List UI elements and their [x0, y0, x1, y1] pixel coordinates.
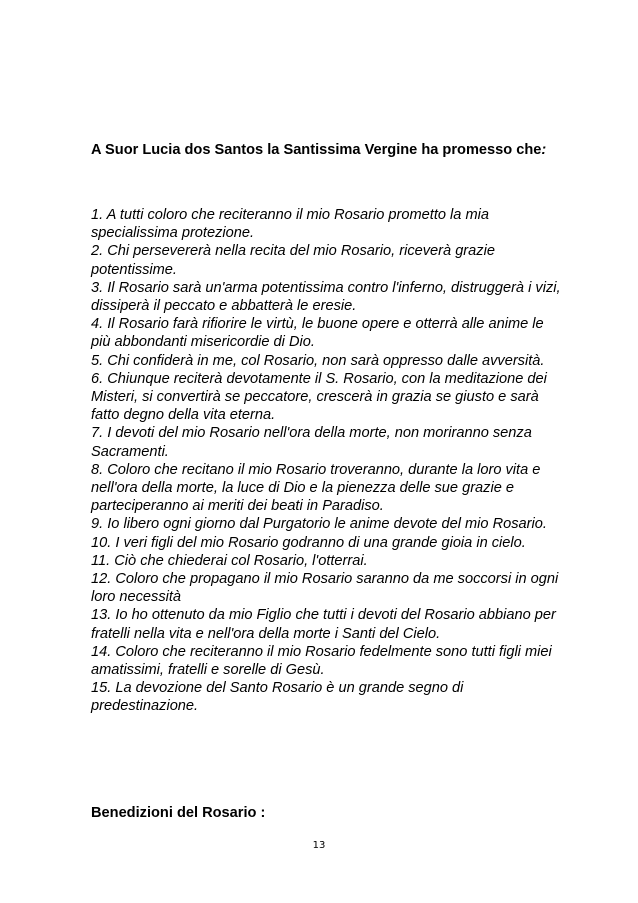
- page-number: 13: [312, 840, 326, 851]
- intro-heading-colon: :: [541, 142, 547, 158]
- promise-item: 4. Il Rosario farà rifiorire le virtù, le buone opere e otterrà alle anime le più abbondanti misericordie di Dio.: [91, 316, 544, 351]
- promise-item: 10. I veri figli del mio Rosario godranno di una grande gioia in cielo.: [91, 534, 526, 551]
- promise-item: 2. Chi persevererà nella recita del mio Rosario, riceverà grazie potentissime.: [91, 243, 495, 278]
- promise-item: 3. Il Rosario sarà un'arma potentissima contro l'inferno, distruggerà i vizi, dissiperà il peccato e abbatterà le eresie.: [91, 279, 561, 315]
- promise-item: 9. Io libero ogni giorno dal Purgatorio le anime devote del mio Rosario.: [91, 516, 547, 533]
- promise-item: 8. Coloro che recitano il mio Rosario troveranno, durante la loro vita e nell'ora della morte, la luce di Dio e la pienezza delle sue grazie e parteciperanno ai meriti dei beati in Paradiso.: [91, 461, 541, 515]
- promise-item: 13. Io ho ottenuto da mio Figlio che tutti i devoti del Rosario abbiano per fratelli nella vita e nell'ora della morte i Santi del Cielo.: [91, 607, 556, 642]
- promise-item: 14. Coloro che reciteranno il mio Rosario fedelmente sono tutti figli miei amatissimi, fratelli e sorelle di Gesù.: [91, 643, 552, 679]
- promise-item: 5. Chi confiderà in me, col Rosario, non sarà oppresso dalle avversità.: [91, 352, 545, 369]
- promises-list: [91, 206, 561, 716]
- intro-heading: [91, 139, 561, 161]
- promise-item: 6. Chiunque reciterà devotamente il S. Rosario, con la meditazione dei Misteri, si convertirà se peccatore, crescerà in grazia se giusto e sarà fatto degno della vita eterna.: [91, 370, 547, 424]
- promise-item: 1. A tutti coloro che reciteranno il mio Rosario prometto la mia specialissima protezione.: [91, 207, 489, 242]
- promise-item: 11. Ciò che chiederai col Rosario, l'otterrai.: [91, 552, 368, 569]
- promise-item: 12. Coloro che propagano il mio Rosario saranno da me soccorsi in ogni loro necessità: [91, 571, 559, 606]
- promise-item: 15. La devozione del Santo Rosario è un grande segno di predestinazione.: [91, 680, 464, 715]
- blessings-heading: Benedizioni del Rosario :: [91, 805, 266, 821]
- promise-item: 7. I devoti del mio Rosario nell'ora della morte, non moriranno senza Sacramenti.: [91, 425, 532, 460]
- intro-heading-text: A Suor Lucia dos Santos la Santissima Vergine ha promesso che: [91, 142, 542, 158]
